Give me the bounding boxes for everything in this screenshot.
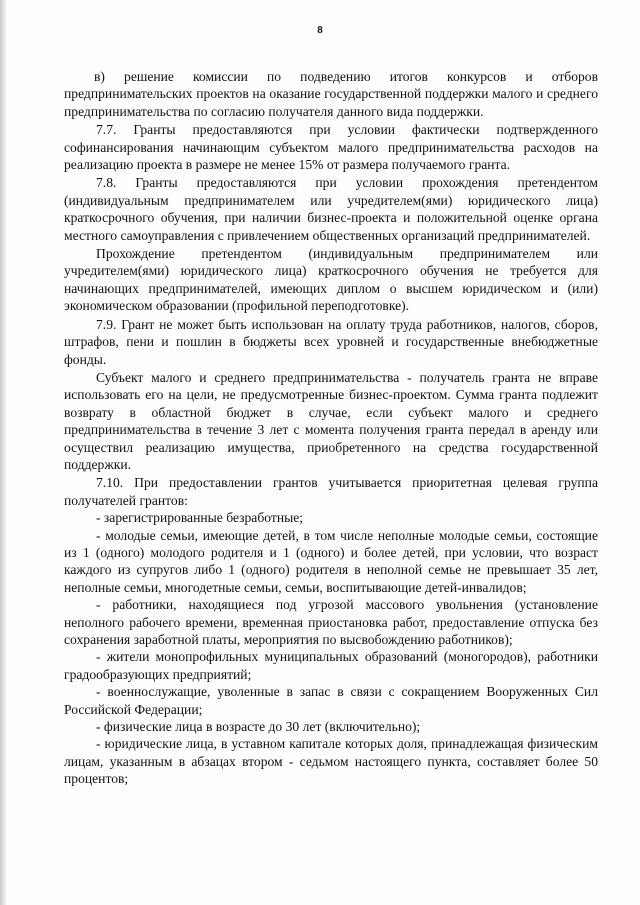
list-item-youth: - физические лица в возрасте до 30 лет (включительно); [96,719,421,735]
paragraph-clause-v: в) решение комиссии по подведению итогов конкурсов и отборов предпринимательских проектов на оказание государственной поддержки малого и среднего предпринимательства по согласию получателя данного вида поддержки. [64,69,598,119]
list-item-layoff-threat: - работники, находящиеся под угрозой массового увольнения (установление неполного рабочего времени, временная приостановка работ, предоставление отпуска без сохранения заработной платы, мероприятия по высвобождению работников); [64,597,598,647]
paragraph-7-9: 7.9. Грант не может быть использован на оплату труда работников, налогов, сборов, штрафов, пени и пошлин в бюджеты всех уровней и государственные внебюджетные фонды. [64,316,598,367]
document-body [64,68,598,788]
paragraph-grant-return: Субъект малого и среднего предпринимательства - получатель гранта не вправе использовать его на цели, не предусмотренные бизнес-проектом. Сумма гранта подлежит возврату в областной бюджет в случае, если субъект малого и среднего предпринимательства в течение 3 лет с момента получения гранта передал в аренду или осуществил реализацию имущества, приобретенного на средства государственной поддержки. [64,369,598,472]
scan-edge-shadow [0,0,6,905]
paragraph-training-exemption: Прохождение претендентом (индивидуальным предпринимателем или учредителем(ями) юридического лица) краткосрочного обучения не требуется для начинающих предпринимателей, имеющих диплом о высшем юридическом и (или) экономическом образовании (профильной переподготовке). [64,246,598,314]
page-number: 8 [317,24,323,36]
list-item-military: - военнослужащие, уволенные в запас в связи с сокращением Вооруженных Сил Российской Федерации; [64,684,598,717]
list-item-monotowns: - жители монопрофильных муниципальных образований (моногородов), работники градообразующих предприятий; [64,649,598,682]
paragraph-7-8: 7.8. Гранты предоставляются при условии прохождения претендентом (индивидуальным предпринимателем или учредителем(ями) юридического лица) краткосрочного обучения, при наличии бизнес-проекта и положительной оценке органа местного самоуправления с привлечением общественных организаций предпринимателей. [64,175,598,243]
list-item-unemployed: - зарегистрированные безработные; [96,510,304,526]
list-item-legal-entities: - юридические лица, в уставном капитале которых доля, принадлежащая физическим лицам, указанным в абзацах втором - седьмом настоящего пункта, составляет более 50 процентов; [64,736,598,787]
list-item-young-families: - молодые семьи, имеющие детей, в том числе неполные молодые семьи, состоящие из 1 (одного) молодого родителя и 1 (одного) и более детей, при условии, что возраст каждого из супругов либо 1 (одного) родителя в неполной семье не превышает 35 лет, неполные семьи, многодетные семьи, семьи, воспитывающие детей-инвалидов; [64,527,598,595]
paragraph-7-7: 7.7. Гранты предоставляются при условии фактически подтвержденного софинансирования начинающим субъектом малого предпринимательства расходов на реализацию проекта в размере не менее 15% от размера получаемого гранта. [64,122,598,173]
paragraph-7-10: 7.10. При предоставлении грантов учитывается приоритетная целевая группа получателей грантов: [64,475,598,508]
